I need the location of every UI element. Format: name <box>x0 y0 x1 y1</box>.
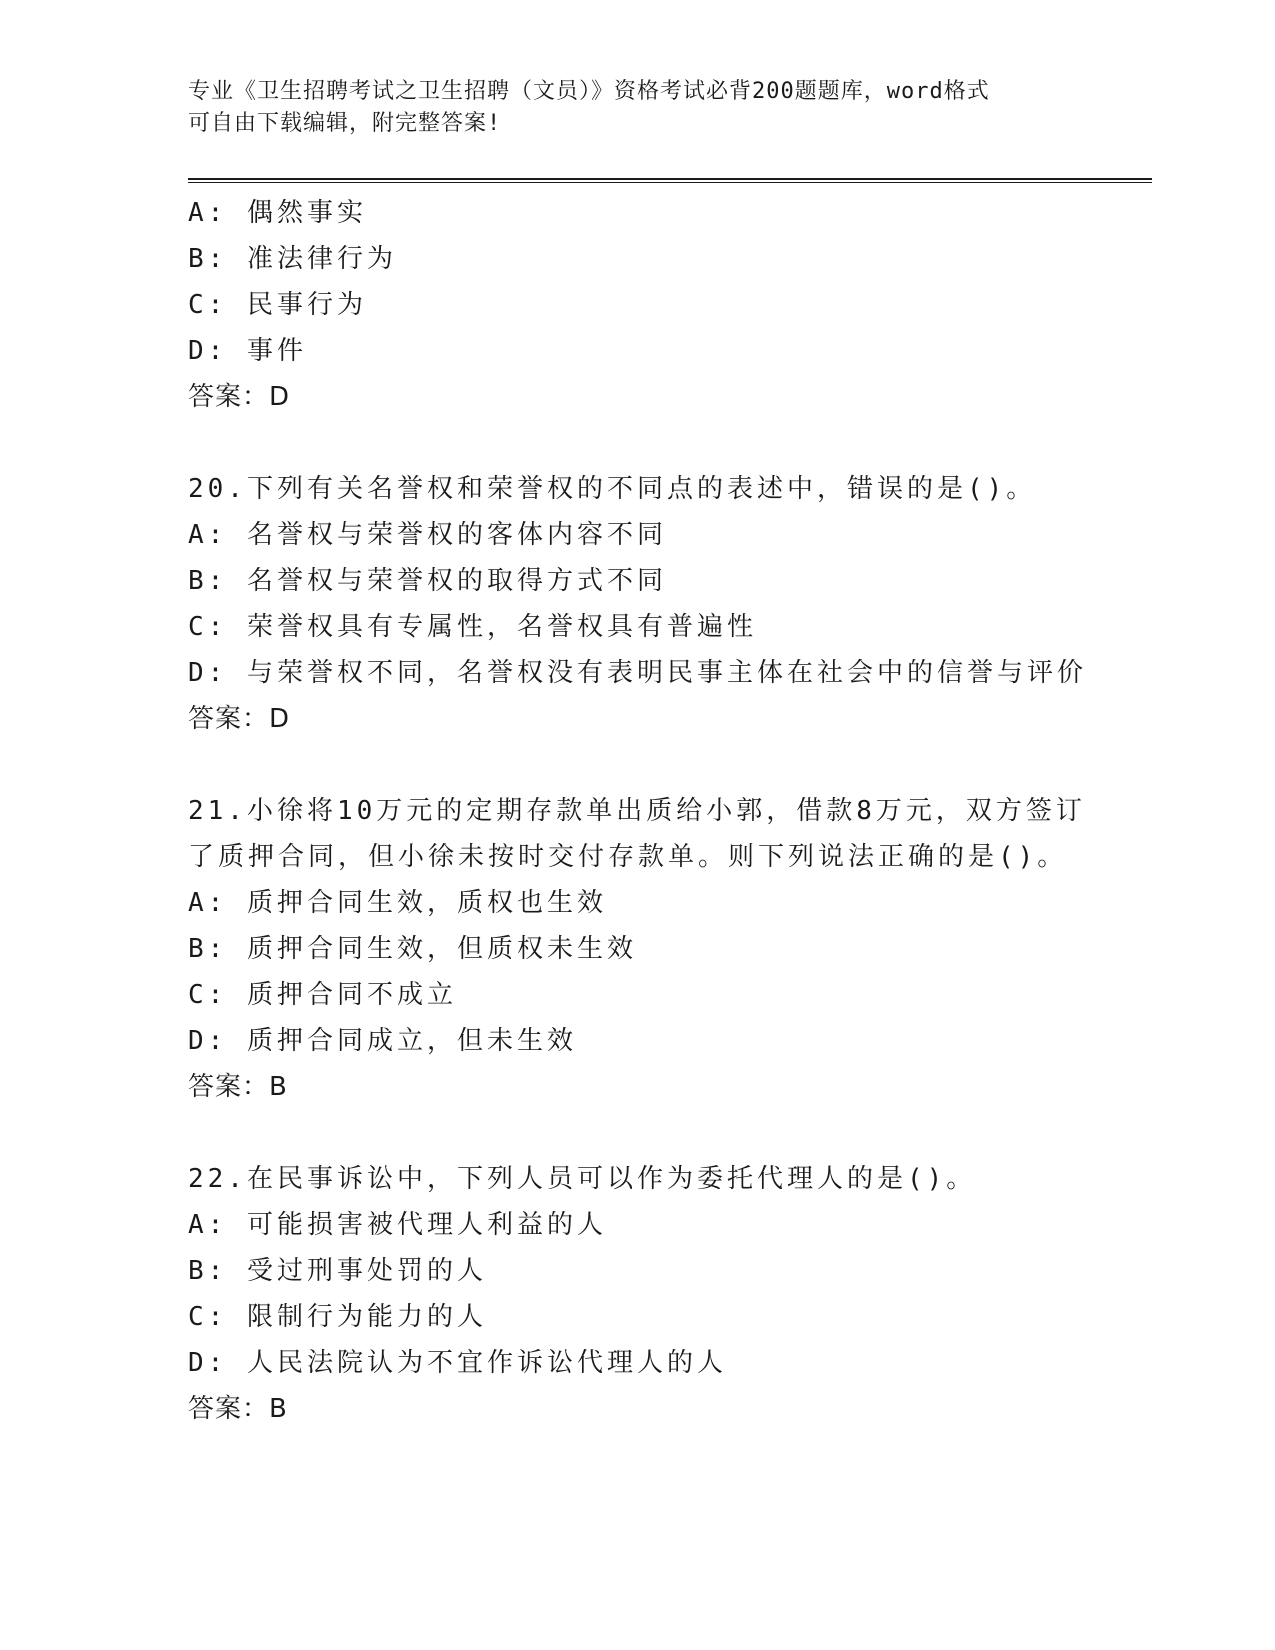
question-stem: 21.小徐将10万元的定期存款单出质给小郭，借款8万元，双方签订 <box>188 796 1086 826</box>
question-20 <box>188 466 1152 742</box>
option-c: C: 限制行为能力的人 <box>188 1302 487 1332</box>
question-stem: 22.在民事诉讼中，下列人员可以作为委托代理人的是()。 <box>188 1164 977 1194</box>
option-a: A: 名誉权与荣誉权的客体内容不同 <box>188 520 667 550</box>
header-divider <box>188 178 1152 183</box>
option-c: C: 民事行为 <box>188 290 367 320</box>
question-stem-continued: 了质押合同，但小徐未按时交付存款单。则下列说法正确的是()。 <box>188 842 1068 872</box>
option-b: B: 准法律行为 <box>188 244 397 274</box>
option-b: B: 名誉权与荣誉权的取得方式不同 <box>188 566 667 596</box>
option-c: C: 质押合同不成立 <box>188 980 457 1010</box>
option-a: A: 质押合同生效，质权也生效 <box>188 888 607 918</box>
spacer <box>188 742 1152 788</box>
document-header <box>188 76 1088 140</box>
spacer <box>188 420 1152 466</box>
answer: 答案：D <box>188 704 291 734</box>
option-d: D: 人民法院认为不宜作诉讼代理人的人 <box>188 1348 727 1378</box>
answer: 答案：B <box>188 1072 288 1102</box>
answer: 答案：D <box>188 382 291 412</box>
option-b: B: 受过刑事处罚的人 <box>188 1256 487 1286</box>
header-line-2: 可自由下载编辑，附完整答案! <box>188 111 502 136</box>
option-a: A: 可能损害被代理人利益的人 <box>188 1210 607 1240</box>
question-22 <box>188 1156 1152 1432</box>
option-d: D: 质押合同成立，但未生效 <box>188 1026 577 1056</box>
question-stem: 20.下列有关名誉权和荣誉权的不同点的表述中，错误的是()。 <box>188 474 1037 504</box>
question-list <box>188 190 1152 1432</box>
option-a: A: 偶然事实 <box>188 198 367 228</box>
header-line-1: 专业《卫生招聘考试之卫生招聘（文员）》资格考试必背200题题库，word格式 <box>188 79 990 104</box>
question-21 <box>188 788 1152 1110</box>
option-d: D: 与荣誉权不同，名誉权没有表明民事主体在社会中的信誉与评价 <box>188 658 1087 688</box>
option-c: C: 荣誉权具有专属性，名誉权具有普遍性 <box>188 612 757 642</box>
option-b: B: 质押合同生效，但质权未生效 <box>188 934 637 964</box>
spacer <box>188 1110 1152 1156</box>
question-19 <box>188 190 1152 420</box>
option-d: D: 事件 <box>188 336 307 366</box>
answer: 答案：B <box>188 1394 288 1424</box>
